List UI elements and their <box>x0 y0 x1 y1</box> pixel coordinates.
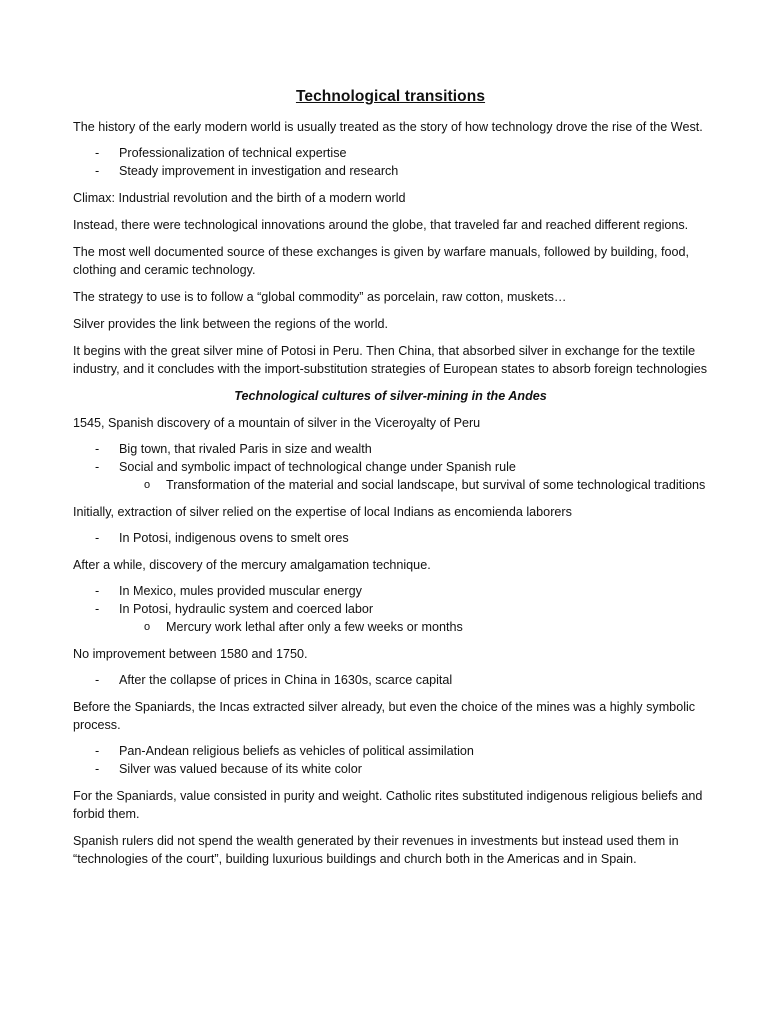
discovery-list <box>73 440 708 494</box>
list-item: - Silver was valued because of its white color <box>73 760 708 778</box>
before-list <box>73 742 708 778</box>
before-spaniards-paragraph: Before the Spaniards, the Incas extracted silver already, but even the choice of the mines was a highly symbolic process. <box>73 700 696 732</box>
sublist-item: o Transformation of the material and social landscape, but survival of some technological traditions <box>119 476 708 494</box>
instead-paragraph: Instead, there were technological innovations around the globe, that traveled far and reached different regions. <box>73 218 689 232</box>
list-item: - Professionalization of technical expertise <box>73 144 708 162</box>
intro-list <box>73 144 708 180</box>
rulers-paragraph: Spanish rulers did not spend the wealth generated by their revenues in investments but instead used them in “technologies of the court”, building luxurious buildings and church both in the Americas and in Spain. <box>73 834 679 866</box>
section-subheading: Technological cultures of silver-mining in the Andes <box>234 389 547 403</box>
list-item: - After the collapse of prices in China in 1630s, scarce capital <box>73 671 708 689</box>
documented-paragraph: The most well documented source of these exchanges is given by warfare manuals, followed by building, food, clothing and ceramic technology. <box>73 245 690 277</box>
document-title: Technological transitions <box>295 88 486 105</box>
begins-paragraph: It begins with the great silver mine of Potosi in Peru. Then China, that absorbed silver in exchange for the textile industry, and it concludes with the import-substitution strategies of European states to absorb foreign technologies <box>73 344 708 376</box>
list-item-text: In Potosi, hydraulic system and coerced labor <box>119 602 374 616</box>
list-item <box>73 458 708 494</box>
list-item <box>73 600 708 636</box>
list-item: - In Potosi, indigenous ovens to smelt ores <box>73 529 708 547</box>
discovery-sublist <box>119 476 708 494</box>
silver-link-paragraph: Silver provides the link between the regions of the world. <box>73 317 389 331</box>
list-item-text: Social and symbolic impact of technological change under Spanish rule <box>119 460 516 474</box>
discovery-paragraph: 1545, Spanish discovery of a mountain of silver in the Viceroyalty of Peru <box>73 416 481 430</box>
initially-list <box>73 529 708 547</box>
for-spaniards-paragraph: For the Spaniards, value consisted in purity and weight. Catholic rites substituted indigenous religious beliefs and forbid them. <box>73 789 703 821</box>
strategy-paragraph: The strategy to use is to follow a “global commodity” as porcelain, raw cotton, muskets… <box>73 290 567 304</box>
mercury-list <box>73 582 708 636</box>
initially-paragraph: Initially, extraction of silver relied on the expertise of local Indians as encomienda laborers <box>73 505 572 519</box>
sublist-item: o Mercury work lethal after only a few weeks or months <box>119 618 708 636</box>
climax-paragraph: Climax: Industrial revolution and the birth of a modern world <box>73 191 406 205</box>
mercury-sublist <box>119 618 708 636</box>
no-improvement-paragraph: No improvement between 1580 and 1750. <box>73 647 308 661</box>
list-item: - Big town, that rivaled Paris in size and wealth <box>73 440 708 458</box>
intro-paragraph: The history of the early modern world is usually treated as the story of how technology drove the rise of the West. <box>73 120 703 134</box>
no-improvement-list <box>73 671 708 689</box>
list-item: - Pan-Andean religious beliefs as vehicles of political assimilation <box>73 742 708 760</box>
list-item: - Steady improvement in investigation and research <box>73 162 708 180</box>
list-item: - In Mexico, mules provided muscular energy <box>73 582 708 600</box>
after-while-paragraph: After a while, discovery of the mercury amalgamation technique. <box>73 558 431 572</box>
